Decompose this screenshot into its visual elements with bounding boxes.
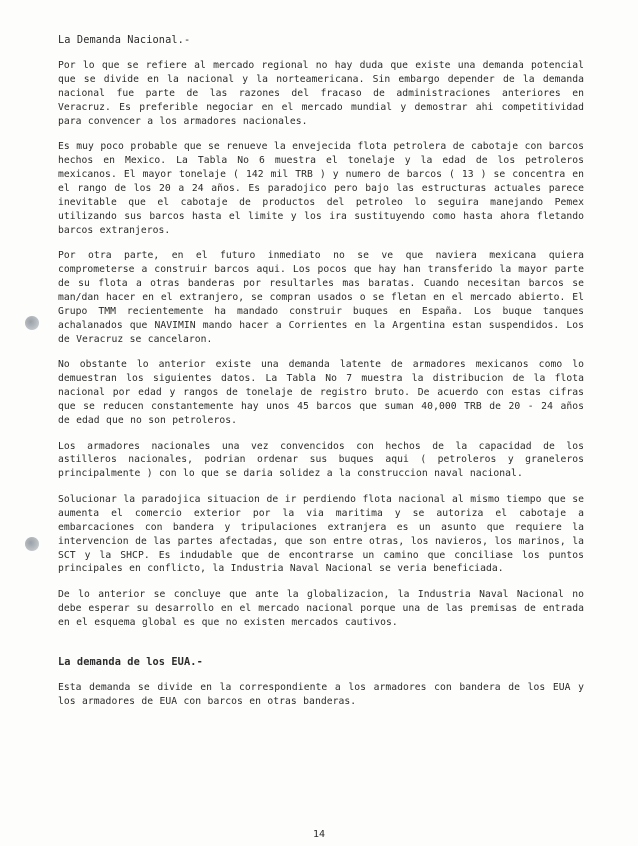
- paragraph-conclusion-globalizacion: De lo anterior se concluye que ante la globalizacion, la Industria Naval Nacional no debe esperar su desarrollo en el mercado nacional porque una de las premisas de entrada en el esquema global es que no existen mercados cautivos.: [58, 589, 584, 628]
- binder-hole-lower: [25, 537, 39, 551]
- paragraph-demanda-eua: Esta demanda se divide en la correspondiente a los armadores con bandera de los EUA y los armadores de EUA con barcos en otras banderas.: [58, 681, 584, 707]
- section-heading-demanda-eua: La demanda de los EUA.-: [58, 655, 203, 668]
- paragraph-solucionar-paradoja: Solucionar la paradojica situacion de ir perdiendo flota nacional al mismo tiempo que se aumenta el comercio exterior por la via maritima y se autoriza el cabotaje a embarcaciones con bandera y tripulaciones extranjera es un asunto que requiere la intervencion de las partes afectadas, que son entre otras, los navieros, los marinos, la SCT y la SHCP. Es indudable que de encontrarse un camino que conciliase los puntos principales en conflicto, la Industria Naval Nacional se veria beneficiada.: [58, 493, 584, 575]
- binder-hole-upper: [25, 316, 39, 330]
- section-heading-demanda-nacional: La Demanda Nacional.-: [58, 34, 191, 46]
- page-body: [58, 32, 584, 720]
- paragraph-flota-petrolera: Es muy poco probable que se renueve la envejecida flota petrolera de cabotaje con barcos hechos en Mexico. La Tabla No 6 muestra el tonelaje y la edad de los petroleros mexicanos. El mayor tonelaje ( 142 mil TRB ) y numero de barcos ( 13 ) se concentra en el rango de los 20 a 24 años. Es paradojico pero bajo las estructuras actuales parece inevitable que el cabotaje de productos del petroleo lo seguira manejando Pemex utilizando sus barcos hasta el limite y los ira sustituyendo como hasta ahora fletando barcos extranjeros.: [58, 141, 584, 236]
- paragraph-demanda-latente: No obstante lo anterior existe una demanda latente de armadores mexicanos como lo demuestran los siguientes datos. La Tabla No 7 muestra la distribucion de la flota nacional por edad y rangos de tonelaje de registro bruto. De acuerdo con estas cifras que se reducen constantemente hay unos 45 barcos que suman 40,000 TRB de 20 - 24 años de edad que no son petroleros.: [58, 359, 584, 426]
- paragraph-naviera-mexicana: Por otra parte, en el futuro inmediato no se ve que naviera mexicana quiera comprometerse a construir barcos aqui. Los pocos que hay han transferido la mayor parte de su flota a otras banderas por resultarles mas baratas. Cuando necesitan barcos se man/dan hacer en el extranjero, se compran usados o se fletan en el mercado abierto. El Grupo TMM recientemente ha mandado construir buques en España. Los buque tanques achalanados que NAVIMIN mando hacer a Corrientes en la Argentina estan suspendidos. Los de Veracruz se cancelaron.: [58, 250, 584, 345]
- paragraph-mercado-regional: Por lo que se refiere al mercado regional no hay duda que existe una demanda potencial que se divide en la nacional y la norteamericana. Sin embargo depender de la demanda nacional fue parte de las razones del fracaso de administraciones anteriores en Veracruz. Es preferible negociar en el mercado mundial y demostrar ahi competitividad para convencer a los armadores nacionales.: [58, 60, 584, 127]
- paragraph-armadores-nacionales: Los armadores nacionales una vez convencidos con hechos de la capacidad de los astilleros nacionales, podrian ordenar sus buques aqui ( petroleros y graneleros principalmente ) con lo que se daria solidez a la construccion naval nacional.: [58, 440, 584, 480]
- page-number: 14: [312, 829, 326, 840]
